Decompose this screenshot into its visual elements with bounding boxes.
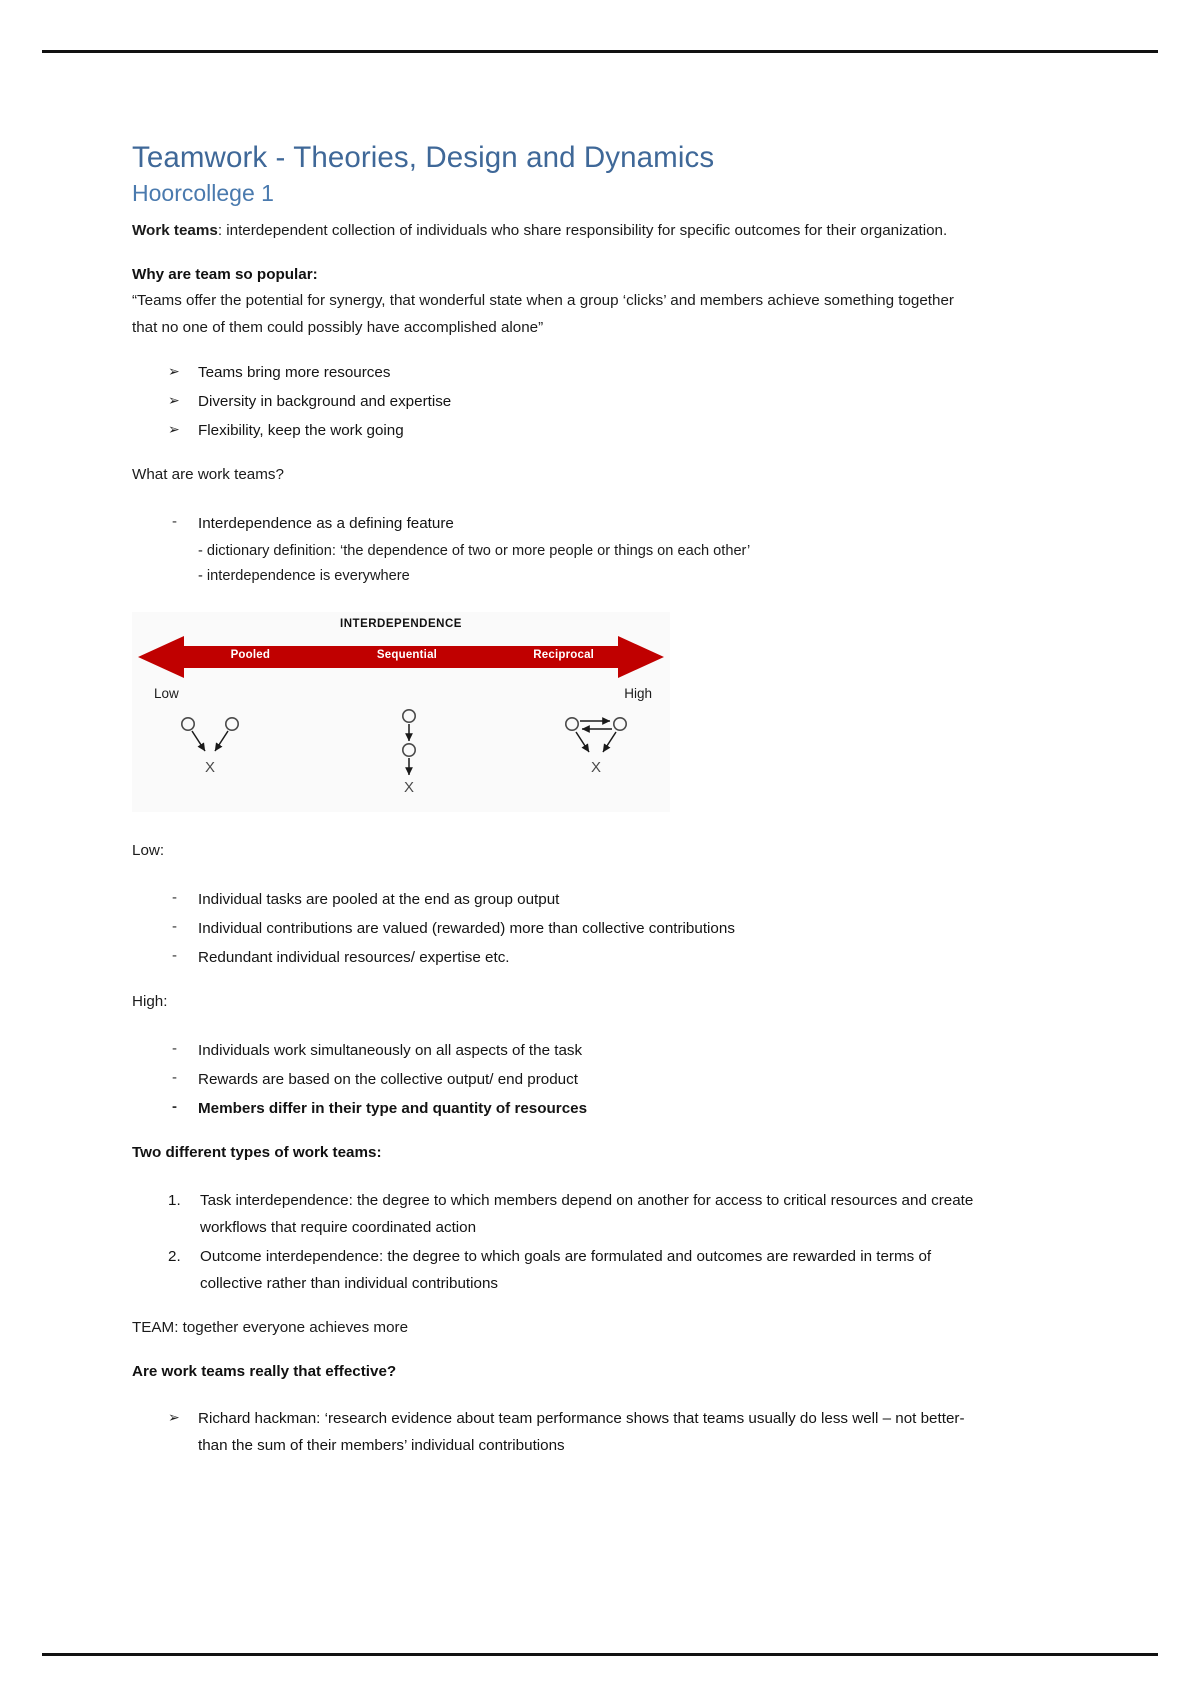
document-content [132, 140, 980, 1477]
dash-bullet-icon: - [172, 1069, 177, 1087]
arrow-bullet-icon: ➢ [168, 362, 180, 379]
low-list [132, 886, 980, 971]
list-item [132, 1405, 980, 1459]
dash-bullet-icon: - [172, 1098, 177, 1116]
list-number: 1. [168, 1191, 181, 1209]
list-item [132, 944, 980, 971]
dash-bullet-icon: - [172, 918, 177, 935]
dash-bullet-icon: - [172, 947, 177, 965]
band-label-reciprocal: Reciprocal [533, 648, 595, 661]
what-are-work-teams-heading: What are work teams? [132, 465, 284, 483]
list-item [132, 1243, 980, 1297]
list-item-label: Interdependence as a defining feature [198, 514, 454, 532]
band-label-pooled: Pooled [230, 648, 271, 661]
list-item-label: Teams bring more resources [198, 363, 391, 381]
list-item-label: Diversity in background and expertise [198, 392, 452, 410]
list-item-label: Redundant individual resources/ expertise etc. [198, 949, 510, 967]
page-title: Teamwork - Theories, Design and Dynamics [132, 141, 715, 174]
list-item-label: Individual tasks are pooled at the end as group output [198, 890, 560, 908]
work-teams-definition-text: : interdependent collection of individuals who share responsibility for specific outcomes for their organization. [217, 222, 948, 240]
list-number: 2. [168, 1247, 181, 1265]
bottom-rule-divider [42, 1653, 1158, 1656]
low-heading: Low: [132, 841, 165, 859]
figure-high-label: High [624, 685, 652, 701]
figure-title: INTERDEPENDENCE [340, 617, 462, 630]
dash-bullet-icon: - [172, 888, 177, 906]
arrow-bullet-icon: ➢ [168, 391, 180, 408]
top-rule-divider [42, 50, 1158, 53]
figure-low-label: Low [154, 685, 179, 701]
list-item-label: Outcome interdependence: the degree to which goals are formulated and outcomes are rewarded in terms of collective rather than individual contributions [200, 1247, 932, 1292]
interdependence-sublines [132, 539, 980, 590]
svg-text:X: X [204, 758, 216, 776]
arrow-bullet-icon: ➢ [168, 1408, 180, 1425]
what-are-work-teams-list [132, 510, 980, 537]
list-item [132, 417, 980, 444]
work-teams-definition [132, 218, 980, 244]
team-acronym: TEAM: together everyone achieves more [132, 1318, 409, 1336]
page-subtitle: Hoorcollege 1 [132, 180, 274, 207]
arrow-bullet-icon: ➢ [168, 420, 180, 437]
figure-node-diagrams [132, 708, 670, 808]
two-types-heading: Two different types of work teams: [132, 1144, 382, 1162]
list-item [132, 1187, 980, 1241]
svg-text:X: X [590, 758, 602, 776]
effectiveness-list [132, 1405, 980, 1459]
two-types-list [132, 1187, 980, 1297]
list-item-label: Members differ in their type and quantity of resources [198, 1100, 588, 1118]
subline-dictionary-definition: - dictionary definition: ‘the dependence of two or more people or things on each other’ [198, 543, 751, 560]
high-list [132, 1037, 980, 1122]
synergy-quote: “Teams offer the potential for synergy, that wonderful state when a group ‘clicks’ and members achieve something together that no one of them could possibly have accomplished alone” [132, 292, 954, 336]
band-label-sequential: Sequential [376, 648, 438, 661]
subline-everywhere: - interdependence is everywhere [198, 568, 410, 585]
dash-bullet-icon: - [172, 512, 177, 530]
list-item-label: Richard hackman: ‘research evidence about team performance shows that teams usually do less well – not better- than the sum of their members’ individual contributions [198, 1409, 965, 1455]
list-item [132, 886, 980, 913]
list-item [132, 1095, 980, 1122]
work-teams-term: Work teams [132, 222, 218, 240]
high-heading: High: [132, 993, 168, 1011]
why-popular-list [132, 359, 980, 444]
list-item [132, 359, 980, 386]
list-item-label: Individuals work simultaneously on all aspects of the task [198, 1042, 583, 1060]
list-item-label: Flexibility, keep the work going [198, 421, 404, 439]
list-item-label: Individual contributions are valued (rewarded) more than collective contributions [198, 920, 735, 937]
list-item [132, 1037, 980, 1064]
interdependence-figure [132, 612, 670, 812]
list-item-label: Task interdependence: the degree to which members depend on another for access to critical resources and create workflows that require coordinated action [200, 1191, 974, 1236]
svg-text:X: X [403, 778, 415, 796]
effectiveness-heading: Are work teams really that effective? [132, 1362, 397, 1380]
list-item-label: Rewards are based on the collective output/ end product [198, 1071, 578, 1089]
figure-band-labels [172, 644, 642, 668]
dash-bullet-icon: - [172, 1040, 177, 1058]
list-item [132, 915, 980, 942]
list-item [132, 388, 980, 415]
why-popular-heading: Why are team so popular: [132, 266, 318, 284]
list-item [132, 510, 980, 537]
list-item [132, 1066, 980, 1093]
